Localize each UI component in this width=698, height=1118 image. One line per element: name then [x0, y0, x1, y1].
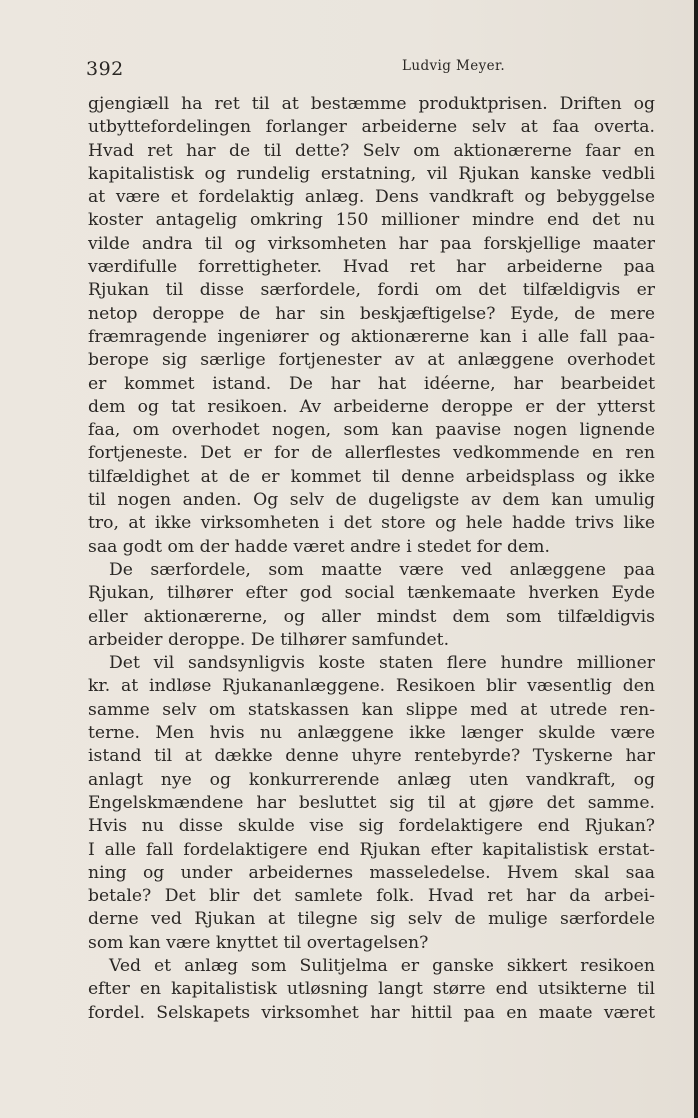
text-line: utbyttefordelingen forlanger arbeiderne selv at faa overta. — [88, 117, 655, 138]
text-line: netop deroppe de har sin beskjæftigelse? Eyde, de mere — [88, 303, 655, 324]
text-line: er kommet istand. De har hat idéerne, har bearbeidet — [88, 373, 655, 394]
text-line: derne ved Rjukan at tilegne sig selv de mulige særfordele — [88, 909, 655, 930]
text-line: at være et fordelaktig anlæg. Dens vandkraft og bebyggelse — [88, 187, 655, 208]
text-line: til nogen anden. Og selv de dugeligste av dem kan umulig — [88, 490, 655, 511]
text-line: efter en kapitalistisk utløsning langt større end utsikterne til — [88, 979, 655, 1000]
text-line: fordel. Selskapets virksomhet har hittil paa en maate været — [88, 1002, 655, 1023]
text-line: Ved et anlæg som Sulitjelma er ganske sikkert resikoen — [109, 955, 655, 976]
text-line: Rjukan, tilhører efter god social tænkemaate hverken Eyde — [88, 583, 655, 604]
page-edge-shadow — [694, 0, 698, 1118]
text-line: som kan være knyttet til overtagelsen? — [88, 932, 429, 953]
running-head: Ludvig Meyer. — [402, 58, 506, 74]
text-line: faa, om overhodet nogen, som kan paavise nogen lignende — [88, 420, 655, 441]
text-line: vilde andra til og virksomheten har paa forskjellige maater — [88, 233, 655, 254]
text-line: Det vil sandsynligvis koste staten flere hundre millioner — [109, 653, 655, 674]
text-line: Hvis nu disse skulde vise sig fordelaktigere end Rjukan? — [88, 816, 655, 837]
text-line: dem og tat resikoen. Av arbeiderne deroppe er der ytterst — [88, 396, 655, 417]
text-line: arbeider deroppe. De tilhører samfundet. — [88, 629, 450, 650]
text-line: anlagt nye og konkurrerende anlæg uten vandkraft, og — [88, 769, 655, 790]
text-line: tilfældighet at de er kommet til denne arbeidsplass og ikke — [88, 466, 655, 487]
text-line: kr. at indløse Rjukananlæggene. Resikoen blir væsentlig den — [88, 676, 655, 697]
text-line: koster antagelig omkring 150 millioner mindre end det nu — [88, 210, 655, 231]
text-line: I alle fall fordelaktigere end Rjukan efter kapitalistisk erstat- — [88, 839, 655, 860]
text-line: fortjeneste. Det er for de allerflestes vedkommende en ren — [88, 443, 655, 464]
text-line: saa godt om der hadde været andre i stedet for dem. — [88, 536, 550, 557]
text-line: tro, at ikke virksomheten i det store og hele hadde trivs like — [88, 513, 655, 534]
text-line: Rjukan til disse særfordele, fordi om det tilfældigvis er — [88, 280, 655, 301]
text-line: gjengiæll ha ret til at bestæmme produktprisen. Driften og — [88, 94, 655, 114]
text-line: istand til at dække denne uhyre rentebyrde? Tyskerne har — [88, 746, 655, 767]
text-line: Hvad ret har de til dette? Selv om aktionærerne faar en — [88, 140, 655, 161]
text-line: Engelskmændene har besluttet sig til at gjøre det samme. — [88, 792, 655, 813]
text-line: betale? Det blir det samlete folk. Hvad ret har da arbei- — [88, 886, 655, 907]
page-header — [86, 55, 656, 85]
text-line: eller aktionærerne, og aller mindst dem som tilfældigvis — [88, 606, 655, 627]
text-line: kapitalistisk og rundelig erstatning, vil Rjukan kanske vedbli — [88, 163, 655, 184]
page-number: 392 — [86, 58, 124, 80]
text-line: De særfordele, som maatte være ved anlæggene paa — [109, 559, 655, 580]
text-line: samme selv om statskassen kan slippe med at utrede ren- — [88, 699, 655, 720]
text-line: terne. Men hvis nu anlæggene ikke længer skulde være — [88, 723, 655, 744]
body-text — [88, 93, 655, 1025]
text-line: berope sig særlige fortjenester av at anlæggene overhodet — [88, 350, 655, 371]
text-line: værdifulle forrettigheter. Hvad ret har arbeiderne paa — [88, 257, 655, 278]
text-line: ning og under arbeidernes masseledelse. Hvem skal saa — [88, 862, 655, 883]
text-line: fræmragende ingeniører og aktionærerne kan i alle fall paa- — [88, 326, 655, 347]
